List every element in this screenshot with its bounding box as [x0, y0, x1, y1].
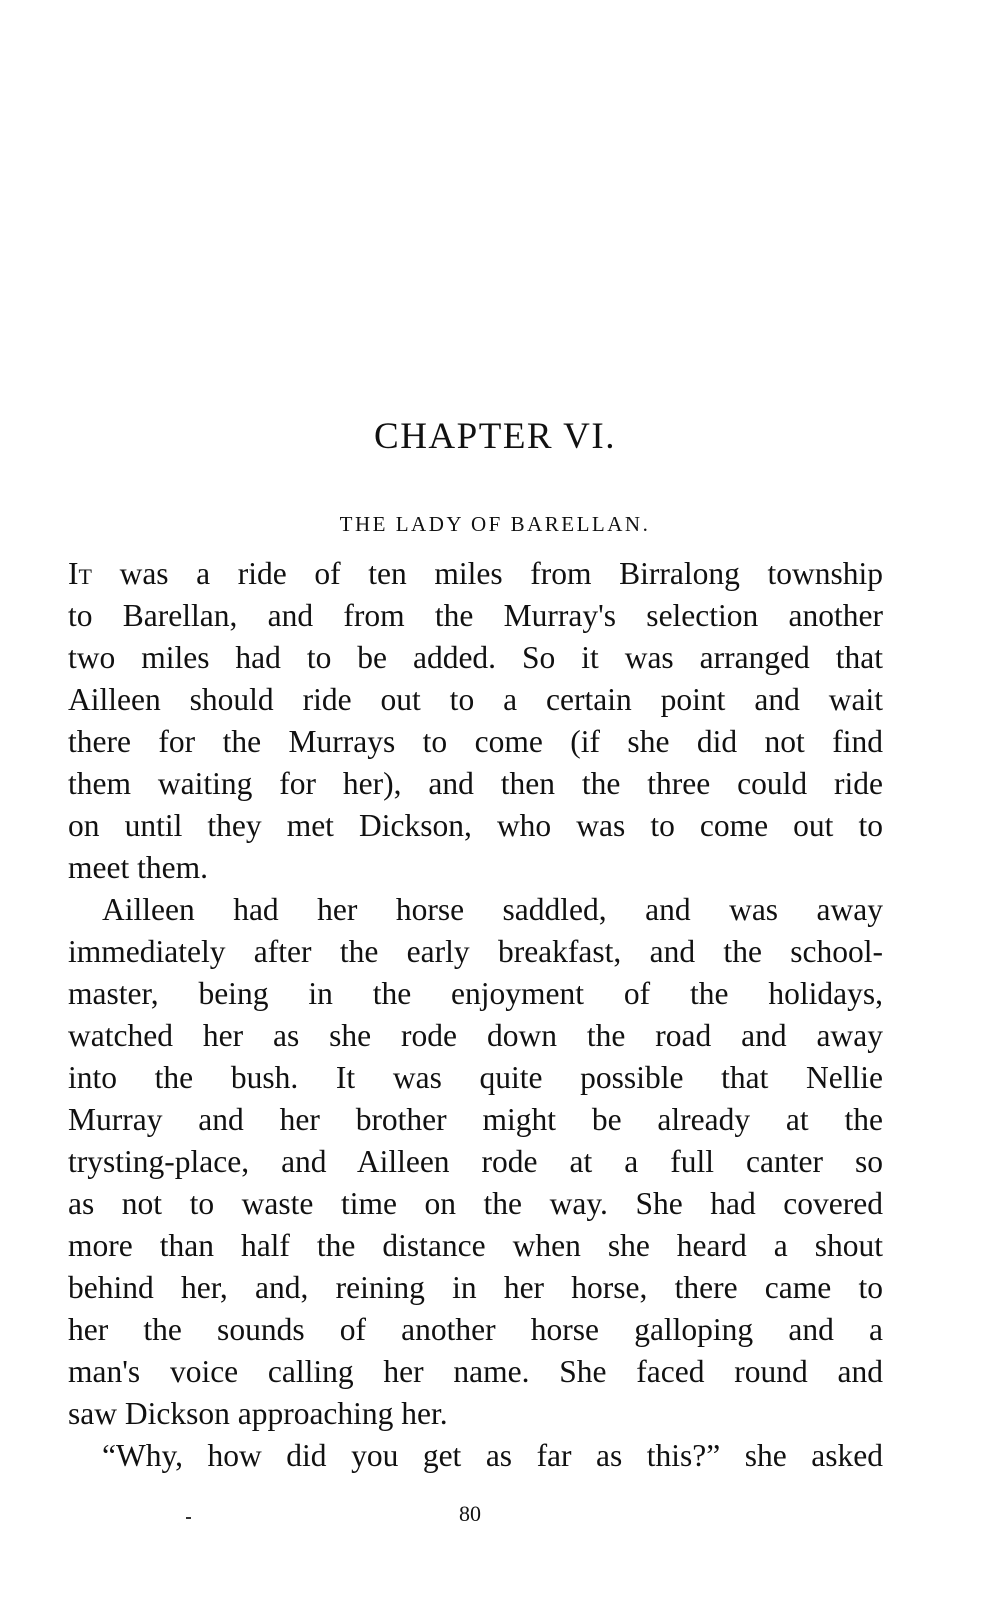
- text-line-16: as not to waste time on the way. She had covered: [68, 1186, 883, 1221]
- text-line-1-rest: was a ride of ten miles from Birralong township: [91, 556, 883, 591]
- text-line-12: watched her as she rode down the road and away: [68, 1018, 883, 1053]
- text-line-7: on until they met Dickson, who was to come out to: [68, 808, 883, 843]
- text-line-6: them waiting for her), and then the three could ride: [68, 766, 883, 801]
- text-line-15: trysting-place, and Ailleen rode at a full canter so: [68, 1144, 883, 1179]
- text-line-19: her the sounds of another horse galloping and a: [68, 1312, 883, 1347]
- text-line-8: meet them.: [68, 850, 208, 885]
- text-line-20: man's voice calling her name. She faced round and: [68, 1354, 883, 1389]
- text-line-4: Ailleen should ride out to a certain point and wait: [68, 682, 883, 717]
- text-line-11: master, being in the enjoyment of the holidays,: [68, 976, 883, 1011]
- page-number: 80: [459, 1501, 481, 1526]
- text-line-1: [68, 553, 883, 595]
- text-line-22: “Why, how did you get as far as this?” she asked: [102, 1438, 883, 1473]
- text-line-9: Ailleen had her horse saddled, and was away: [102, 892, 883, 927]
- text-line-14: Murray and her brother might be already at the: [68, 1102, 883, 1137]
- body-text: [68, 553, 883, 1477]
- text-line-5: there for the Murrays to come (if she did not find: [68, 724, 883, 759]
- text-line-2: to Barellan, and from the Murray's selection another: [68, 598, 883, 633]
- text-line-10: immediately after the early breakfast, and the school-: [68, 934, 883, 969]
- chapter-subtitle: THE LADY OF BARELLAN.: [339, 512, 651, 536]
- text-line-17: more than half the distance when she heard a shout: [68, 1228, 883, 1263]
- chapter-title: CHAPTER VI.: [374, 416, 616, 457]
- text-line-18: behind her, and, reining in her horse, there came to: [68, 1270, 883, 1305]
- text-line-21: saw Dickson approaching her.: [68, 1396, 448, 1431]
- drop-cap: It: [68, 556, 92, 591]
- text-line-13: into the bush. It was quite possible that Nellie: [68, 1060, 883, 1095]
- text-line-3: two miles had to be added. So it was arranged that: [68, 640, 883, 675]
